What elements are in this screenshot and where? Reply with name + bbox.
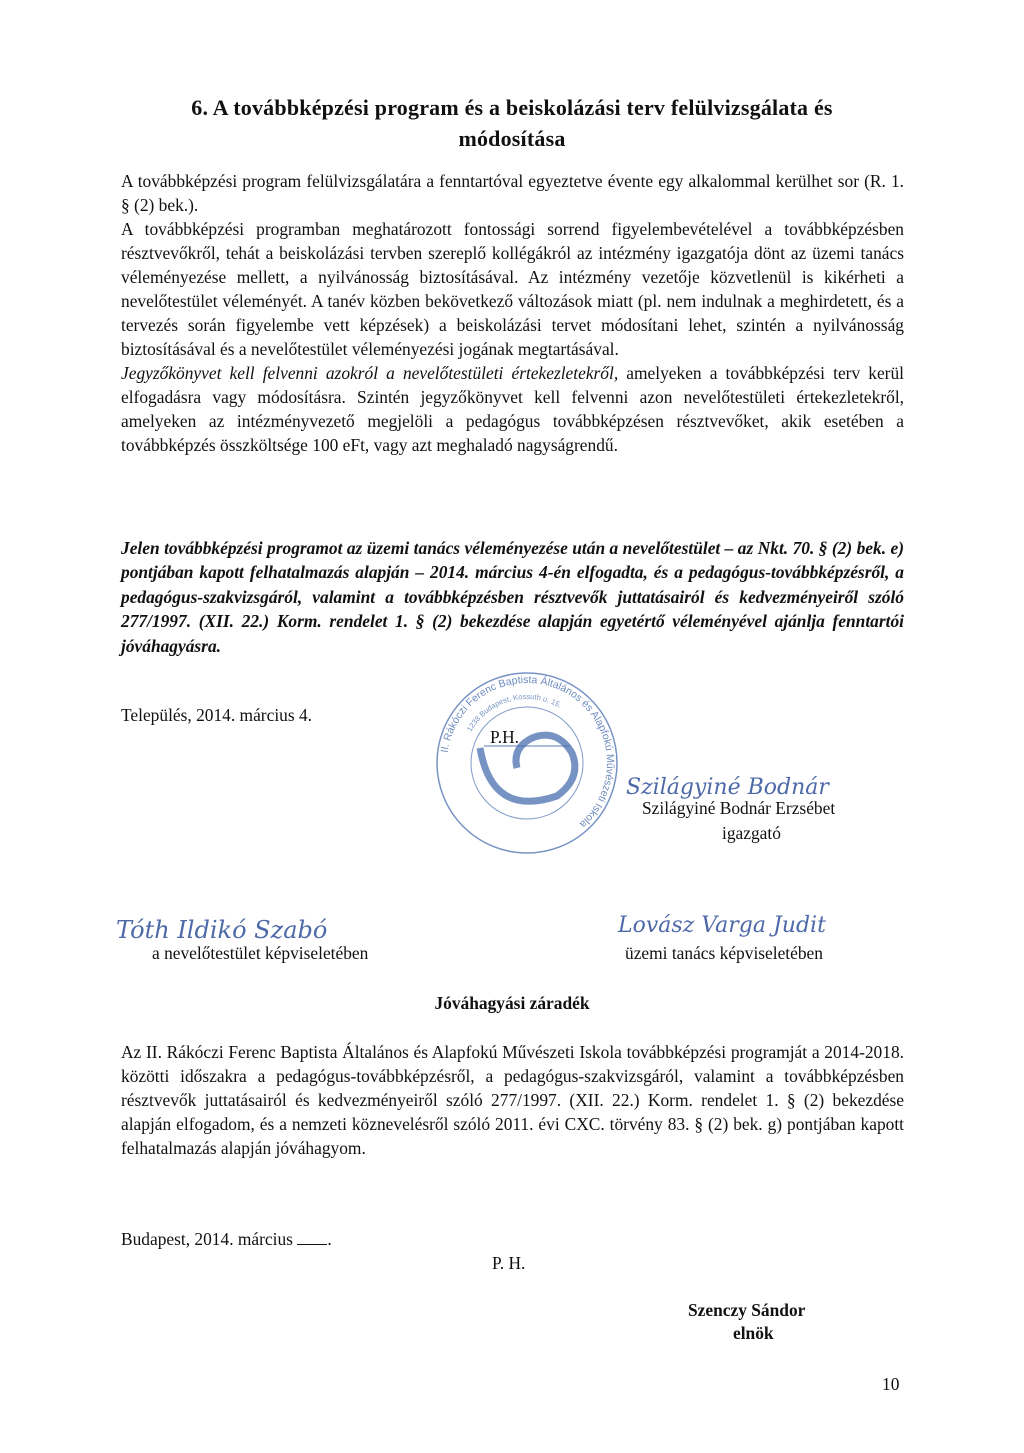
- approval-place-date-end: .: [327, 1229, 332, 1249]
- resolution-text: Jelen továbbképzési programot az üzemi tanács véleményezése után a nevelőtestület – az Nkt. 70. § (2) bek. e) pontjában kapott felhatalmazás alapján – 2014. március 4-én elfogadta, és a pedagógus-továbbképzésről, a pedagógus-szakvizsgáról, valamint a továbbképzésben résztvevők juttatásairól és kedvezményeiről szóló 277/1997. (XII. 22.) Korm. rendelet 1. § (2) bekezdése alapján egyetértő véleményével ajánlja fenntartói jóváhagyásra.: [121, 538, 904, 656]
- approval-heading: Jóváhagyási záradék: [434, 993, 590, 1013]
- page-number: 10: [882, 1374, 900, 1394]
- paragraph-1: A továbbképzési program felülvizsgálatára a fenntartóval egyeztetve évente egy alkalommal kerülhet sor (R. 1. § (2) bek.).: [121, 171, 904, 215]
- school-stamp: [432, 668, 622, 858]
- approval-body: Az II. Rákóczi Ferenc Baptista Általános és Alapfokú Művészeti Iskola továbbképzési programját a 2014-2018. közötti időszakra a pedagógus-továbbképzésről, a pedagógus-szakvizsgáról, valamint a továbbképzésben résztvevők juttatásairól és kedvezményeiről szóló 277/1997. (XII. 22.) Korm. rendelet 1. § (2) bekezdése alapján elfogadom, és a nemzeti köznevelésről szóló 2011. évi CXC. törvény 83. § (2) bek. g) pontjában kapott felhatalmazás alapján jóváhagyom.: [121, 1042, 904, 1158]
- ph-label-bottom: P. H.: [492, 1253, 526, 1273]
- place-date: Település, 2014. március 4.: [121, 705, 312, 725]
- approval-place-date: [121, 1229, 332, 1250]
- director-name: Szilágyiné Bodnár Erzsébet: [642, 798, 836, 818]
- council-signature: [612, 902, 892, 942]
- council-representative-label: üzemi tanács képviseletében: [625, 943, 823, 963]
- director-role: igazgató: [722, 823, 781, 843]
- body-text: [121, 169, 904, 457]
- paragraph-3: [121, 361, 904, 457]
- stamp-inner-text: 1238 Budapest, Kossuth u. 15.: [464, 691, 564, 734]
- section-title: 6. A továbbképzési program és a beiskolázási terv felülvizsgálata és módosítása: [191, 95, 833, 151]
- director-signature-text: Szilágyiné Bodnár: [626, 775, 829, 800]
- paragraph-2: A továbbképzési programban meghatározott fontossági sorrend figyelembevételével a továbbképzésben résztvevőkről, tehát a beiskolázási tervben szereplő kollégákról az intézmény igazgatója dönt az üzemi tanács véleményezése mellett, a nyilvánosság biztosításával. Az intézmény vezetője közvetlenül is kikérheti a nevelőtestület véleményét. A tanév közben bekövetkező változások miatt (pl. nem indulnak a meghirdetett, és a tervezés során figyelembe vett képzések) a beiskolázási tervet módosítani lehet, szintén a nyilvánosság biztosításával és a nevelőtestület véleményezési jogának megtartásával.: [121, 219, 904, 359]
- staff-signature-text: Tóth Ildikó Szabó: [116, 916, 328, 944]
- staff-representative-label: a nevelőtestület képviseletében: [152, 943, 369, 963]
- stamp-outer-text: II. Rákóczi Ferenc Baptista Általános és Alapfokú Művészeti Iskola: [438, 673, 617, 831]
- chair-name: Szenczy Sándor: [688, 1300, 806, 1320]
- approval-place-date-text: Budapest, 2014. március: [121, 1229, 293, 1249]
- council-signature-text: Lovász Varga Judit: [618, 913, 826, 938]
- paragraph-3-italic: Jegyzőkönyvet kell felvenni azokról a nevelőtestületi értekezletekről,: [121, 363, 619, 383]
- stamp-seal-icon: [432, 668, 622, 858]
- paragraph-3-rest: amelyeken a továbbképzési terv kerül elfogadásra vagy módosításra. Szintén jegyzőkönyvet kell felvenni azon nevelőtestületi értekezletekről, amelyeken az intézményvezető megjelöli a pedagógus továbbképzésen résztvevőket, akik esetében a továbbképzés összköltsége 100 eFt, vagy azt meghaladó nagyságrendű.: [121, 363, 904, 455]
- ph-label-top: P.H.: [490, 727, 519, 747]
- chair-role: elnök: [733, 1323, 774, 1343]
- date-blank-line: [297, 1230, 327, 1245]
